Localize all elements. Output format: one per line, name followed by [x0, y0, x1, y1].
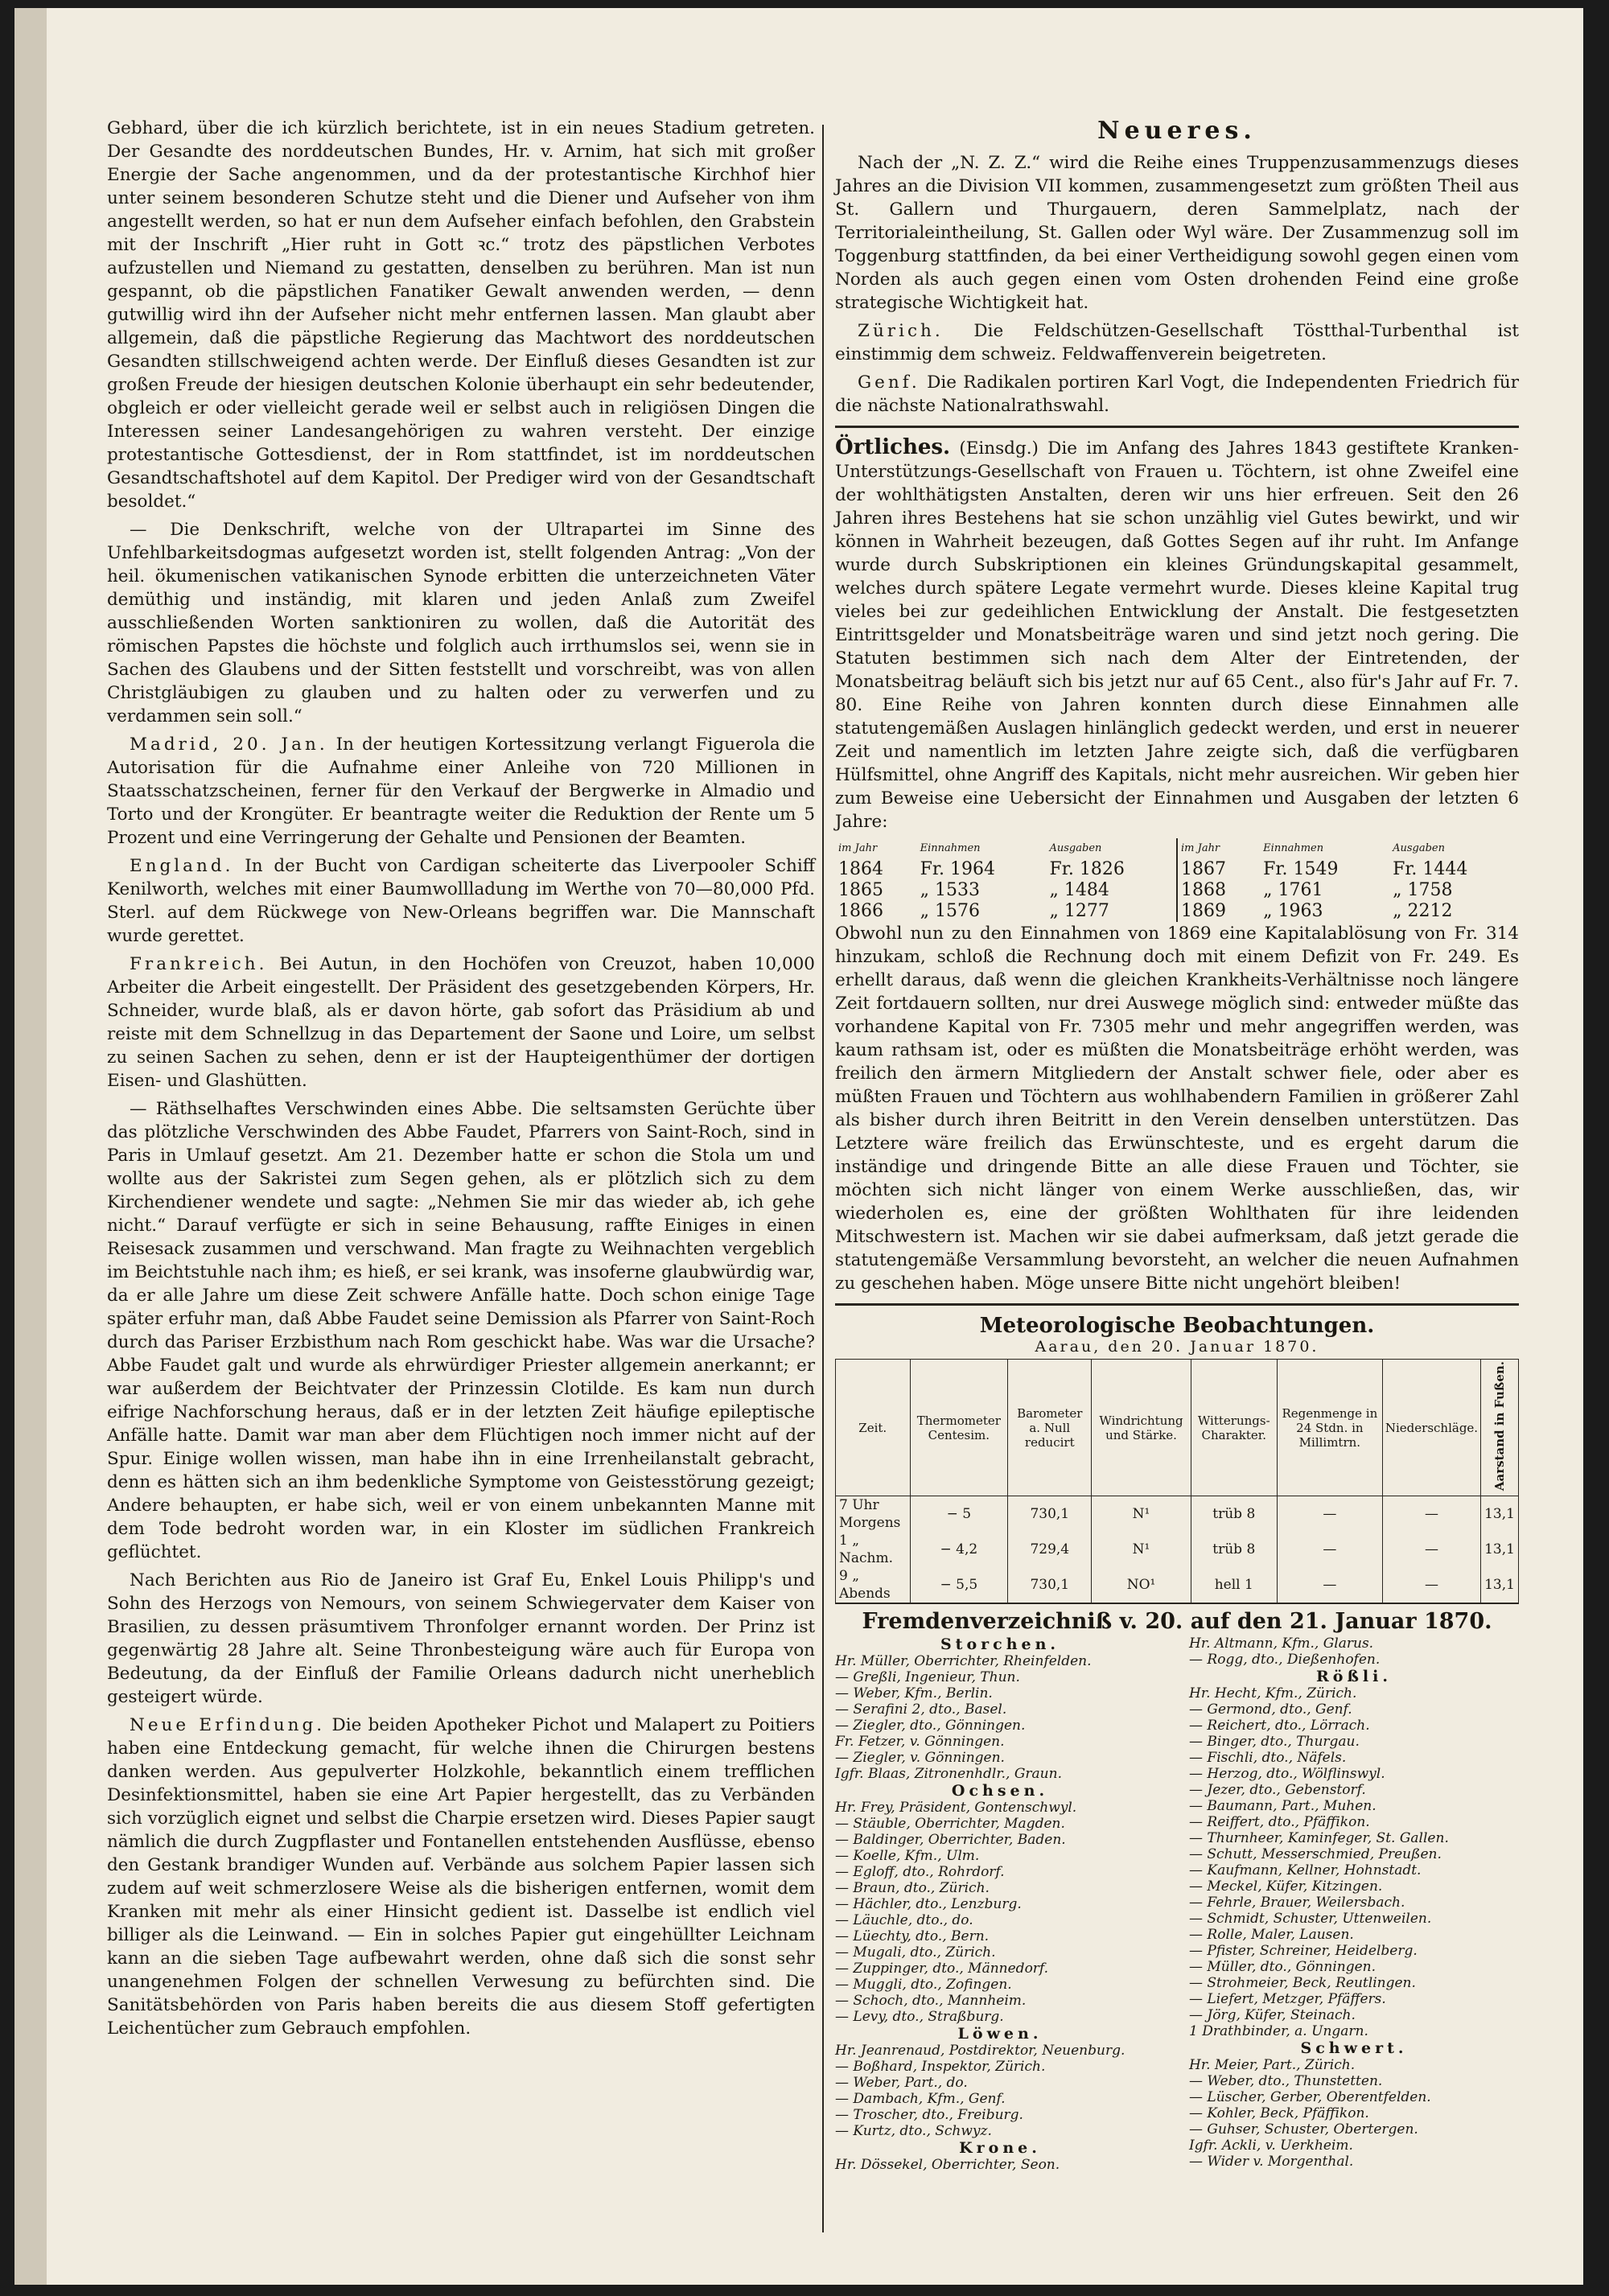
guest-entry: Hr. Dössekel, Oberrichter, Seon.: [835, 2157, 1060, 2174]
finance-cell: „ 1533: [920, 880, 980, 900]
guest-entry: — Ziegler, v. Gönningen.: [835, 1750, 1005, 1767]
finance-cell: 1864: [838, 859, 883, 879]
met-cell: trüb 8: [1191, 1496, 1277, 1533]
guest-entry: Igfr. Blaas, Zitronenhdlr., Graun.: [835, 1766, 1062, 1783]
meteorology-table: [835, 1359, 1519, 1604]
finance-cell: 1866: [838, 901, 883, 921]
page-gutter: [14, 8, 47, 2285]
left-column: [107, 117, 815, 2045]
guest-entry: — Mugali, dto., Zürich.: [835, 1944, 996, 1961]
guest-entry: — Schutt, Messerschmied, Preußen.: [1189, 1846, 1442, 1863]
met-cell: —: [1382, 1496, 1480, 1533]
met-header: Barometer a. Null reducirt: [1008, 1360, 1092, 1496]
guest-entry: — Jörg, Küfer, Steinach.: [1189, 2007, 1356, 2024]
oertliches-heading: Örtliches.: [835, 435, 951, 459]
guest-entry: — Levy, dto., Straßburg.: [835, 2009, 1004, 2026]
met-cell: —: [1382, 1567, 1480, 1603]
guest-entry: — Strohmeier, Beck, Reutlingen.: [1189, 1975, 1416, 1992]
guest-entry: — Reiffert, dto., Pfäffikon.: [1189, 1814, 1370, 1831]
right-column: [835, 117, 1519, 2173]
finance-cell: „ 1277: [1049, 901, 1109, 921]
guest-list: [835, 1636, 1519, 2173]
guest-entry: — Schoch, dto., Mannheim.: [835, 1993, 1027, 2010]
meteorology-row: [836, 1567, 1519, 1603]
guest-entry: — Guhser, Schuster, Obertergen.: [1189, 2121, 1418, 2138]
guest-entry: Hr. Hecht, Kfm., Zürich.: [1189, 1685, 1357, 1702]
meteorology-heading: Meteorologische Beobachtungen.: [979, 1314, 1375, 1338]
finance-header: im Jahr: [1177, 838, 1260, 859]
guest-entry: — Koelle, Kfm., Ulm.: [835, 1848, 980, 1865]
guest-entry: — Egloff, dto., Rohrdorf.: [835, 1864, 1005, 1881]
met-header: Windrichtung und Stärke.: [1092, 1360, 1191, 1496]
hotel-heading: Storchen.: [940, 1636, 1060, 1654]
finance-cell: „ 1576: [920, 901, 980, 921]
finance-header: Ausgaben: [1393, 842, 1445, 854]
finance-cell: „ 1761: [1263, 880, 1323, 900]
finance-row: [835, 901, 1519, 922]
guest-entry: Hr. Jeanrenaud, Postdirektor, Neuenburg.: [835, 2043, 1125, 2059]
guest-entry: — Kaufmann, Kellner, Hohnstadt.: [1189, 1862, 1422, 1879]
guest-entry: — Läuchle, dto., do.: [835, 1912, 973, 1929]
finance-cell: „ 2212: [1393, 901, 1453, 921]
guest-entry: — Liefert, Metzger, Pfäffers.: [1189, 1991, 1386, 2008]
guest-entry: Hr. Meier, Part., Zürich.: [1189, 2057, 1356, 2074]
finance-header-row: [835, 838, 1519, 859]
left-paragraph: Nach Berichten aus Rio de Janeiro ist Graf Eu, Enkel Louis Philipp's und Sohn des Herzogs von Nemours, von seinem Schwiegervater dem Kaiser von Brasilien, zu dessen präsumtivem Thronfolger ernannt worden. Der Prinz ist gegenwärtig 28 Jahre alt. Seine Thronbesteigung wäre auch für Europa von Bedeutung, da der Einfluß der Familie Orleans dadurch nicht unerheblich gesteigert würde.: [107, 1570, 815, 1707]
guest-entry: — Germond, dto., Genf.: [1189, 1701, 1352, 1718]
met-cell: N¹: [1092, 1496, 1191, 1533]
meteorology-row: [836, 1496, 1519, 1533]
guest-entry: — Boßhard, Inspektor, Zürich.: [835, 2059, 1046, 2076]
finance-table: [835, 838, 1519, 922]
finance-row: [835, 880, 1519, 901]
guest-entry: — Weber, Kfm., Berlin.: [835, 1685, 993, 1702]
met-header: Regenmenge in 24 Stdn. in Millimtrn.: [1277, 1360, 1382, 1496]
guest-entry: Fr. Fetzer, v. Gönningen.: [835, 1734, 1005, 1751]
met-cell: 13,1: [1481, 1496, 1519, 1533]
met-cell: 729,4: [1008, 1532, 1092, 1567]
guest-entry: — Stäuble, Oberrichter, Magden.: [835, 1816, 1065, 1833]
guest-entry: Hr. Frey, Präsident, Gontenschwyl.: [835, 1800, 1077, 1817]
guest-list-column: [835, 1636, 1165, 2173]
guest-entry: — Reichert, dto., Lörrach.: [1189, 1718, 1370, 1734]
meteorology-row: [836, 1532, 1519, 1567]
guest-entry: — Schmidt, Schuster, Uttenweilen.: [1189, 1911, 1432, 1928]
hotel-heading: Krone.: [959, 2139, 1041, 2158]
guest-entry: — Serafini 2, dto., Basel.: [835, 1701, 1007, 1718]
left-paragraph: Madrid, 20. Jan. In der heutigen Kortessitzung verlangt Figuerola die Autorisation für die Aufnahme einer Anleihe von 720 Millionen in Staatsschatzscheinen, ferner für den Verkauf der Bergwerke in Almadio und Torto und der Krongüter. Er beantragte weiter die Reduktion der Rente um 5 Prozent und eine Verringerung der Gehalte und Pensionen der Beamten.: [107, 734, 815, 848]
left-paragraph: England. In der Bucht von Cardigan scheiterte das Liverpooler Schiff Kenilworth, welches mit einer Baumwollladung im Werthe von 70—80,000 Pfd. Sterl. auf dem Rückwege von New-Orleans begriffen war. Die Mannschaft wurde gerettet.: [107, 856, 815, 946]
finance-cell: Fr. 1826: [1049, 859, 1125, 879]
finance-cell: „ 1963: [1263, 901, 1323, 921]
guest-entry: — Braun, dto., Zürich.: [835, 1880, 990, 1897]
met-cell: 7 Uhr Morgens: [836, 1496, 911, 1533]
met-header: Aarstand in Fußen.: [1481, 1360, 1519, 1496]
left-paragraph: — Räthselhaftes Verschwinden eines Abbe. Die seltsamsten Gerüchte über das plötzliche Verschwinden des Abbe Faudet, Pfarrers von Saint-Roch, sind in Paris in Umlauf gesetzt. Am 21. Dezember hatte er schon die Stola um und wollte aus der Sakristei zum Segen gehen, als er plötzlich sich zu dem Kirchendiener wendete und sagte: „Nehmen Sie mir das wieder ab, ich gehe nicht.“ Darauf verfügte er sich in seine Behausung, raffte Einiges in einen Reisesack zusammen und verschwand. Man fragte zu Weihnachten vergeblich im Beichtstuhle nach ihm; es hieß, er sei krank, was insoferne glaubwürdig war, da er alle Jahre um diese Zeit schwere Anfälle hatte. Doch schon einige Tage später erfuhr man, daß Abbe Faudet seine Demission als Pfarrer von Saint-Roch durch das Pariser Erzbisthum nach Rom geschickt habe. Was war die Ursache? Abbe Faudet galt und wurde als ehrwürdiger Priester allgemein anerkannt; er war außerdem der Beichtvater der Prinzessin Clotilde. Es kam nun durch eifrige Nachforschung heraus, daß er in der letzten Zeit häufige epileptische Anfälle hatte. Damit war man aber dem Flüchtigen noch immer nicht auf der Spur. Einige wollen wissen, man habe ihn in eine Irrenheilanstalt gebracht, denn es hätten sich an ihm bedenkliche Symptome von Geistesstörung gezeigt; Andere behaupten, er habe sich, weil er von einem unbekannten Manne mit dem Tode bedroht worden war, in ein Kloster im südlichen Frankreich geflüchtet.: [107, 1099, 815, 1562]
left-paragraph: Gebhard, über die ich kürzlich berichtete, ist in ein neues Stadium getreten. Der Gesandte des norddeutschen Bundes, Hr. v. Arnim, hat sich mit großer Energie der Sache angenommen, und da der protestantische Kirchhof hier unter seinem besonderen Schutze steht und die Diener und Aufseher von ihm angestellt werden, so hat er nun dem Aufseher einfach befohlen, den Grabstein mit der Inschrift „Hier ruht in Gott ꝛc.“ trotz des päpstlichen Verbotes aufzustellen und Niemand zu gestatten, denselben zu berühren. Man ist nun gespannt, ob die päpstlichen Fanatiker Gewalt anwenden werden, — denn gutwillig wird ihn der Aufseher nicht mehr entfernen lassen. Man glaubt aber allgemein, daß die päpstliche Regierung das Machtwort des norddeutschen Gesandten stillschweigend achten werde. Der Einfluß dieses Gesandten ist zur großen Freude der hiesigen deutschen Kolonie überhaupt ein sehr bedeutender, obgleich er oder vielleicht gerade weil er selbst auch in religiösen Dingen die Interessen seiner Landesangehörigen zu wahren versteht. Der einzige protestantische Gottesdienst, der in Rom stattfindet, ist im norddeutschen Gesandtschaftshotel auf dem Kapitol. Der Prediger wird von der Gesandtschaft besoldet.“: [107, 118, 815, 512]
met-header: Niederschläge.: [1382, 1360, 1480, 1496]
met-cell: 9 „ Abends: [836, 1567, 911, 1603]
guest-entry: — Lüechty, dto., Bern.: [835, 1928, 990, 1945]
guest-entry: — Kurtz, dto., Schwyz.: [835, 2123, 992, 2140]
oertliches-paragraph: Obwohl nun zu den Einnahmen von 1869 eine Kapitalablösung von Fr. 314 hinzukam, schloß die Rechnung doch mit einem Defizit von Fr. 249. Es erhellt daraus, daß wenn die gleichen Krankheits-Verhältnisse noch längere Zeit fortdauern sollten, nur drei Auswege möglich sind: entweder müßte das vorhandene Kapital von Fr. 7305 mehr und mehr angegriffen werden, was kaum rathsam ist, oder es müßten die Monatsbeiträge erhöht werden, was freilich den ärmern Mitgliedern der Anstalt schwer fiele, oder aber es müßten Frauen und Töchtern aus wohlhabendern Familien in größerer Zahl als bisher durch ihren Beitritt in den Verein denselben unterstützen. Das Letztere wäre freilich das Erwünschteste, und es ergeht darum die inständige und dringende Bitte an alle diese Frauen und Töchter, sie möchten sich nicht länger von einem Werke ausschließen, das, wir wiederholen es, eine der größten Wohlthaten für ihre leidenden Mitschwestern ist. Machen wir sie dabei aufmerksam, daß jetzt gerade die statutengemäße Versammlung bevorsteht, an welcher die neuen Aufnahmen zu geschehen haben. Möge unsere Bitte nicht ungehört bleiben!: [835, 924, 1519, 1294]
guest-entry: — Rolle, Maler, Lausen.: [1189, 1927, 1354, 1944]
met-cell: NO¹: [1092, 1567, 1191, 1603]
guest-entry: — Greßli, Ingenieur, Thun.: [835, 1669, 1020, 1686]
met-cell: hell 1: [1191, 1567, 1277, 1603]
guest-entry: — Muggli, dto., Zofingen.: [835, 1977, 1012, 1994]
guest-entry: — Herzog, dto., Wölflinswyl.: [1189, 1766, 1385, 1783]
finance-cell: Fr. 1964: [920, 859, 995, 879]
hotel-heading: Löwen.: [957, 2025, 1043, 2043]
finance-cell: 1869: [1177, 901, 1260, 922]
guest-entry: Hr. Altmann, Kfm., Glarus.: [1189, 1636, 1374, 1652]
met-header: Zeit.: [836, 1360, 911, 1496]
neueres-heading: Neueres.: [1097, 117, 1257, 145]
left-paragraph: Neue Erfindung. Die beiden Apotheker Pichot und Malapert zu Poitiers haben eine Entdeckung gemacht, für welche ihnen die Chirurgen bestens danken werden. Aus gepulverter Holzkohle, bekanntlich einem trefflichen Desinfektionsmittel, haben sie eine Art Papier hergestellt, das zu Verbänden sich vorzüglich eignet und selbst die Charpie ersetzen wird. Dieses Papier saugt nämlich die durch Zugpflaster und Fontanellen entstehenden Ausflüsse, ebenso den Gestank brandiger Wunden auf. Verbände aus solchem Papier lassen sich zudem auf weit schmerzlosere Weise als die bisherigen entfernen, womit dem Kranken mit mehr als einer Hinsicht gedient ist. Dasselbe ist endlich viel billiger als die Leinwand. — Ein in solches Papier gut eingehüllter Leichnam kann an die sieben Tage aufbewahrt werden, ohne daß sich die sonst sehr unangenehmen Folgen der schnellen Verwesung zu befürchten sind. Die Sanitätsbehörden von Paris haben bereits die aus diesem Stoff gefertigten Leichentücher zum Gebrauch empfohlen.: [107, 1715, 815, 2039]
finance-cell: 1868: [1177, 880, 1260, 901]
met-cell: —: [1382, 1532, 1480, 1567]
guest-entry: — Meckel, Küfer, Kitzingen.: [1189, 1878, 1383, 1895]
guest-entry: — Fischli, dto., Näfels.: [1189, 1750, 1347, 1767]
met-header: Witterungs-Charakter.: [1191, 1360, 1277, 1496]
left-paragraph: Frankreich. Bei Autun, in den Hochöfen von Creuzot, haben 10,000 Arbeiter die Arbeit eingestellt. Der Präsident des gesetzgebenden Körpers, Hr. Schneider, wurde blaß, als er davon hörte, gab sofort das Präsidium ab und reiste mit dem Schnellzug in das Departement der Saone und Loire, um selbst zu seinen Sachen zu sehen, denn er ist der Haupteigenthümer der dortigen Eisen- und Glashütten.: [107, 954, 815, 1091]
meteorology-header-row: [836, 1360, 1519, 1496]
met-cell: trüb 8: [1191, 1532, 1277, 1567]
met-header: Thermometer Centesim.: [910, 1360, 1008, 1496]
met-cell: —: [1277, 1532, 1382, 1567]
met-cell: 13,1: [1481, 1567, 1519, 1603]
column-divider: [822, 125, 824, 2232]
finance-row: [835, 859, 1519, 880]
guest-entry: — Müller, dto., Gönningen.: [1189, 1959, 1376, 1976]
guest-entry: — Ziegler, dto., Gönningen.: [835, 1718, 1026, 1734]
guest-entry: — Jezer, dto., Gebenstorf.: [1189, 1782, 1366, 1799]
met-cell: 13,1: [1481, 1532, 1519, 1567]
guest-entry: — Lüscher, Gerber, Oberentfelden.: [1189, 2089, 1431, 2106]
finance-header: Einnahmen: [920, 842, 981, 854]
neueres-paragraph: Genf. Die Radikalen portiren Karl Vogt, die Independenten Friedrich für die nächste Nationalrathswahl.: [835, 372, 1519, 416]
hotel-heading: Schwert.: [1300, 2039, 1408, 2058]
met-cell: 730,1: [1008, 1567, 1092, 1603]
finance-header: im Jahr: [838, 842, 878, 854]
newspaper-page: [14, 8, 1583, 2285]
finance-cell: „ 1758: [1393, 880, 1453, 900]
guest-entry: — Weber, Part., do.: [835, 2075, 968, 2092]
oertliches-paragraph: Örtliches. (Einsdg.) Die im Anfang des Jahres 1843 gestiftete Kranken-Unterstützungs-Gesellschaft von Frauen u. Töchtern, ist ohne Zweifel eine der wohlthätigsten Anstalten, deren wir uns hier erfreuen. Seit den 26 Jahren ihres Bestehens hat sie schon unzählig viel Gutes bewirkt, und wir können in Wahrheit bezeugen, daß Gottes Segen auf ihr ruht. Im Anfange wurde durch Subskriptionen ein kleines Gründungskapital gesammelt, welches durch spätere Legate vermehrt wurde. Dieses kleine Kapital trug vieles bei zur gedeihlichen Entwicklung der Anstalt. Die festgesetzten Eintrittsgelder und Monatsbeiträge waren und sind jetzt noch gering. Die Statuten bestimmen sich nach dem Alter der Eintretenden, der Monatsbeitrag beläuft sich bis jetzt nur auf 65 Cent., also für's Jahr auf Fr. 7. 80. Eine Reihe von Jahren konnten durch diese Einnahmen alle statutengemäßen Auslagen hinlänglich gedeckt werden, und erst in neuerer Zeit und namentlich im letzten Jahre zeigte sich, daß die verfügbaren Hülfsmittel, ohne Angriff des Kapitals, nicht mehr ausreichen. Wir geben hier zum Beweise eine Uebersicht der Einnahmen und Ausgaben der letzten 6 Jahre:: [835, 435, 1519, 832]
met-cell: 730,1: [1008, 1496, 1092, 1533]
hotel-heading: Ochsen.: [951, 1782, 1049, 1800]
meteorology-subtitle: Aarau, den 20. Januar 1870.: [1035, 1338, 1319, 1356]
guest-entry: — Weber, dto., Thunstetten.: [1189, 2073, 1383, 2090]
guest-entry: — Wider v. Morgenthal.: [1189, 2154, 1354, 2171]
guest-entry: — Troscher, dto., Freiburg.: [835, 2107, 1023, 2124]
section-rule: [835, 426, 1519, 428]
guest-entry: 1 Drathbinder, a. Ungarn.: [1189, 2023, 1368, 2040]
met-cell: —: [1277, 1567, 1382, 1603]
met-cell: − 4,2: [910, 1532, 1008, 1567]
guest-entry: — Kohler, Beck, Pfäffikon.: [1189, 2105, 1369, 2122]
guest-entry: Hr. Müller, Oberrichter, Rheinfelden.: [835, 1653, 1092, 1670]
section-rule: [835, 1303, 1519, 1306]
hotel-heading: Rößli.: [1316, 1668, 1392, 1686]
guest-entry: — Baumann, Part., Muhen.: [1189, 1798, 1376, 1815]
finance-cell: „ 1484: [1049, 880, 1109, 900]
guest-entry: — Baldinger, Oberrichter, Baden.: [835, 1832, 1066, 1849]
neueres-paragraph: Nach der „N. Z. Z.“ wird die Reihe eines Truppenzusammenzugs dieses Jahres an die Division VII kommen, zusammengesetzt zum größten Theil aus St. Gallern und Thurgauern, deren Sammelplatz, nach der Territorialeintheilung, St. Gallen oder Wyl wäre. Der Zusammenzug soll im Toggenburg stattfinden, da bei einer Vertheidigung sowohl gegen einen vom Norden als auch gegen einen vom Osten drohenden Feind eine große strategische Wichtigkeit hat.: [835, 153, 1519, 313]
met-cell: − 5,5: [910, 1567, 1008, 1603]
guest-entry: — Dambach, Kfm., Genf.: [835, 2091, 1006, 2108]
guest-entry: — Pfister, Schreiner, Heidelberg.: [1189, 1943, 1418, 1960]
met-cell: 1 „ Nachm.: [836, 1532, 911, 1567]
finance-cell: 1867: [1177, 859, 1260, 880]
guest-entry: Igfr. Ackli, v. Uerkheim.: [1189, 2138, 1353, 2154]
guest-entry: — Binger, dto., Thurgau.: [1189, 1734, 1360, 1751]
met-cell: N¹: [1092, 1532, 1191, 1567]
finance-header: Einnahmen: [1263, 842, 1324, 854]
finance-cell: 1865: [838, 880, 883, 900]
guest-list-heading: Fremdenverzeichniß v. 20. auf den 21. Januar 1870.: [862, 1609, 1492, 1635]
guest-entry: — Thurnheer, Kaminfeger, St. Gallen.: [1189, 1830, 1449, 1847]
guest-entry: — Fehrle, Brauer, Weilersbach.: [1189, 1895, 1405, 1911]
met-cell: − 5: [910, 1496, 1008, 1533]
finance-cell: Fr. 1549: [1263, 859, 1339, 879]
finance-header: Ausgaben: [1049, 842, 1102, 854]
guest-list-column: [1189, 1636, 1519, 2173]
guest-entry: — Zuppinger, dto., Männedorf.: [835, 1961, 1049, 1977]
guest-entry: — Hächler, dto., Lenzburg.: [835, 1896, 1022, 1913]
neueres-paragraph: Zürich. Die Feldschützen-Gesellschaft Töstthal-Turbenthal ist einstimmig dem schweiz. Feldwaffenverein beigetreten.: [835, 321, 1519, 364]
finance-cell: Fr. 1444: [1393, 859, 1468, 879]
met-cell: —: [1277, 1496, 1382, 1533]
left-paragraph: — Die Denkschrift, welche von der Ultrapartei im Sinne des Unfehlbarkeitsdogmas aufgesetzt worden ist, stellt folgenden Antrag: „Von der heil. ökumenischen vatikanischen Synode erbitten die unterzeichneten Väter demüthig und inständig, mit klaren und jeden Anlaß zum Zweifel ausschließenden Worten sanktioniren zu wollen, daß die Autorität des römischen Papstes die höchste und folglich auch irrthumslos sei, wenn sie in Sachen des Glaubens und der Sitten feststellt und vorschreibt, was von allen Christgläubigen zu glauben und zu halten oder zu verwerfen und zu verdammen sein soll.“: [107, 520, 815, 726]
guest-entry: — Rogg, dto., Dießenhofen.: [1189, 1652, 1381, 1669]
